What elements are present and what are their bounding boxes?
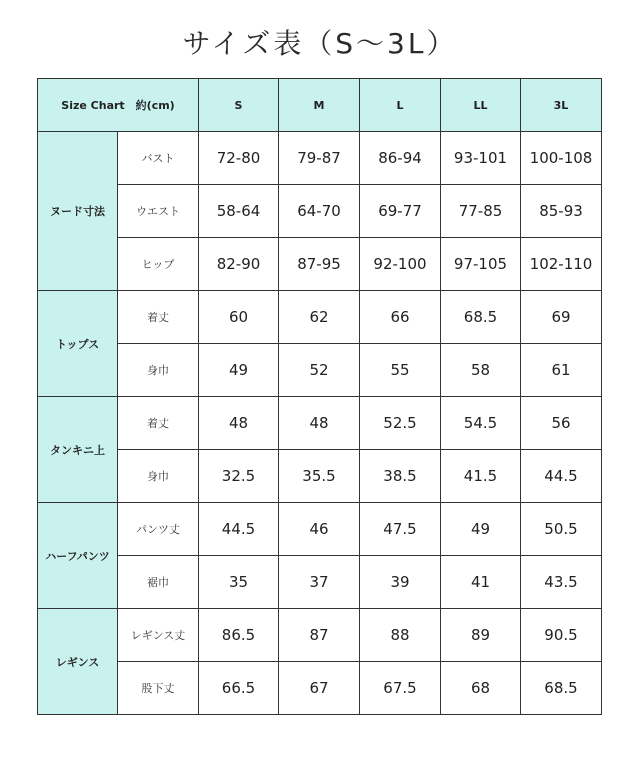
group-label: ヌード寸法: [38, 132, 118, 291]
measurement-value: 66.5: [199, 662, 279, 715]
group-label: レギンス: [38, 609, 118, 715]
measurement-label: パンツ丈: [118, 503, 199, 556]
group-label: タンキニ上: [38, 397, 118, 503]
measurement-value: 60: [199, 291, 279, 344]
measurement-value: 35.5: [279, 450, 360, 503]
measurement-label: 股下丈: [118, 662, 199, 715]
measurement-value: 48: [199, 397, 279, 450]
measurement-value: 52: [279, 344, 360, 397]
table-row: [38, 662, 602, 715]
measurement-value: 64-70: [279, 185, 360, 238]
size-header-l: L: [360, 79, 441, 132]
measurement-value: 67: [279, 662, 360, 715]
measurement-label: 身巾: [118, 450, 199, 503]
measurement-value: 86-94: [360, 132, 441, 185]
page-title: サイズ表（S～3L）: [182, 27, 458, 60]
measurement-value: 48: [279, 397, 360, 450]
group-label: ハーフパンツ: [38, 503, 118, 609]
measurement-value: 35: [199, 556, 279, 609]
measurement-value: 102-110: [521, 238, 602, 291]
measurement-label: レギンス丈: [118, 609, 199, 662]
measurement-value: 49: [441, 503, 521, 556]
measurement-value: 66: [360, 291, 441, 344]
measurement-value: 68: [441, 662, 521, 715]
measurement-label: バスト: [118, 132, 199, 185]
measurement-value: 68.5: [521, 662, 602, 715]
measurement-value: 61: [521, 344, 602, 397]
measurement-value: 77-85: [441, 185, 521, 238]
measurement-value: 44.5: [199, 503, 279, 556]
measurement-label: ヒップ: [118, 238, 199, 291]
measurement-value: 47.5: [360, 503, 441, 556]
measurement-value: 85-93: [521, 185, 602, 238]
measurement-value: 88: [360, 609, 441, 662]
size-header-m: M: [279, 79, 360, 132]
measurement-value: 67.5: [360, 662, 441, 715]
measurement-value: 62: [279, 291, 360, 344]
measurement-value: 72-80: [199, 132, 279, 185]
measurement-value: 43.5: [521, 556, 602, 609]
size-header-ll: LL: [441, 79, 521, 132]
measurement-value: 97-105: [441, 238, 521, 291]
measurement-value: 100-108: [521, 132, 602, 185]
measurement-label: ウエスト: [118, 185, 199, 238]
size-chart-table: [37, 78, 602, 715]
table-row: [38, 556, 602, 609]
table-row: [38, 503, 602, 556]
measurement-value: 89: [441, 609, 521, 662]
measurement-value: 55: [360, 344, 441, 397]
table-row: [38, 344, 602, 397]
measurement-value: 50.5: [521, 503, 602, 556]
measurement-value: 68.5: [441, 291, 521, 344]
table-header-row: [38, 79, 602, 132]
measurement-value: 69: [521, 291, 602, 344]
size-chart-unit-header: Size Chart 約(cm): [38, 79, 199, 132]
measurement-value: 69-77: [360, 185, 441, 238]
table-row: [38, 238, 602, 291]
measurement-value: 58-64: [199, 185, 279, 238]
measurement-value: 46: [279, 503, 360, 556]
table-row: [38, 132, 602, 185]
size-header-s: S: [199, 79, 279, 132]
measurement-value: 49: [199, 344, 279, 397]
measurement-value: 54.5: [441, 397, 521, 450]
measurement-value: 38.5: [360, 450, 441, 503]
table-row: [38, 397, 602, 450]
measurement-value: 32.5: [199, 450, 279, 503]
measurement-value: 58: [441, 344, 521, 397]
table-row: [38, 185, 602, 238]
measurement-value: 87: [279, 609, 360, 662]
measurement-label: 着丈: [118, 291, 199, 344]
measurement-value: 41: [441, 556, 521, 609]
measurement-value: 86.5: [199, 609, 279, 662]
measurement-label: 身巾: [118, 344, 199, 397]
measurement-value: 93-101: [441, 132, 521, 185]
measurement-value: 52.5: [360, 397, 441, 450]
measurement-value: 82-90: [199, 238, 279, 291]
measurement-value: 90.5: [521, 609, 602, 662]
measurement-value: 79-87: [279, 132, 360, 185]
table-row: [38, 291, 602, 344]
measurement-value: 56: [521, 397, 602, 450]
measurement-value: 37: [279, 556, 360, 609]
measurement-value: 41.5: [441, 450, 521, 503]
measurement-value: 92-100: [360, 238, 441, 291]
table-row: [38, 609, 602, 662]
measurement-label: 着丈: [118, 397, 199, 450]
size-header-3l: 3L: [521, 79, 602, 132]
measurement-value: 39: [360, 556, 441, 609]
measurement-value: 87-95: [279, 238, 360, 291]
table-row: [38, 450, 602, 503]
measurement-label: 裾巾: [118, 556, 199, 609]
measurement-value: 44.5: [521, 450, 602, 503]
group-label: トップス: [38, 291, 118, 397]
